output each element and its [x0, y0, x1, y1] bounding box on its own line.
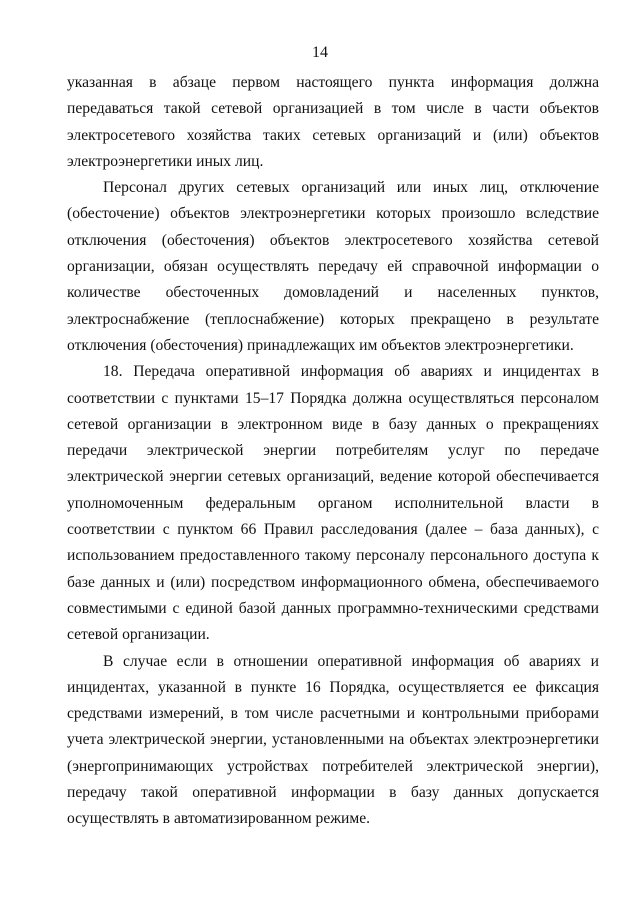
- page-number: 14: [312, 44, 328, 61]
- paragraph-continuation: указанная в абзаце первом настоящего пункта информация должна передаваться такой сетевой организацией в том числе в части объектов электросетевого хозяйства таких сетевых организаций и (или) объектов электроэнергетики иных лиц.: [67, 74, 599, 170]
- paragraph-personnel: Персонал других сетевых организаций или иных лиц, отключение (обесточение) объектов электроэнергетики которых произошло вследствие отключения (обесточения) объектов электросетевого хозяйства сетевой организации, обязан осуществлять передачу ей справочной информации о количестве обесточенных домовладений и населенных пунктов, электроснабжение (теплоснабжение) которых прекращено в результате отключения (обесточения) принадлежащих им объектов электроэнергетики.: [67, 179, 599, 354]
- paragraph-item-18: 18. Передача оперативной информация об авариях и инцидентах в соответствии с пунктами 15–17 Порядка должна осуществляться персоналом сетевой организации в электронном виде в базу данных о прекращениях передачи электрической энергии потребителям услуг по передаче электрической энергии сетевых организаций, ведение которой обеспечивается уполномоченным федеральным органом исполнительной власти в соответствии с пунктом 66 Правил расследования (далее – база данных), с использованием предоставленного такому персоналу персонального доступа к базе данных и (или) посредством информационного обмена, обеспечиваемого совместимыми с единой базой данных программно-техническими средствами сетевой организации.: [67, 363, 599, 644]
- paragraph-automated-transfer: В случае если в отношении оперативной информация об авариях и инцидентах, указанной в пункте 16 Порядка, осуществляется ее фиксация средствами измерений, в том числе расчетными и контрольными приборами учета электрической энергии, установленными на объектах электроэнергетики (энергопринимающих устройствах потребителей электрической энергии), передачу такой оперативной информации в базу данных допускается осуществлять в автоматизированном режиме.: [67, 652, 599, 828]
- document-body: [67, 70, 599, 833]
